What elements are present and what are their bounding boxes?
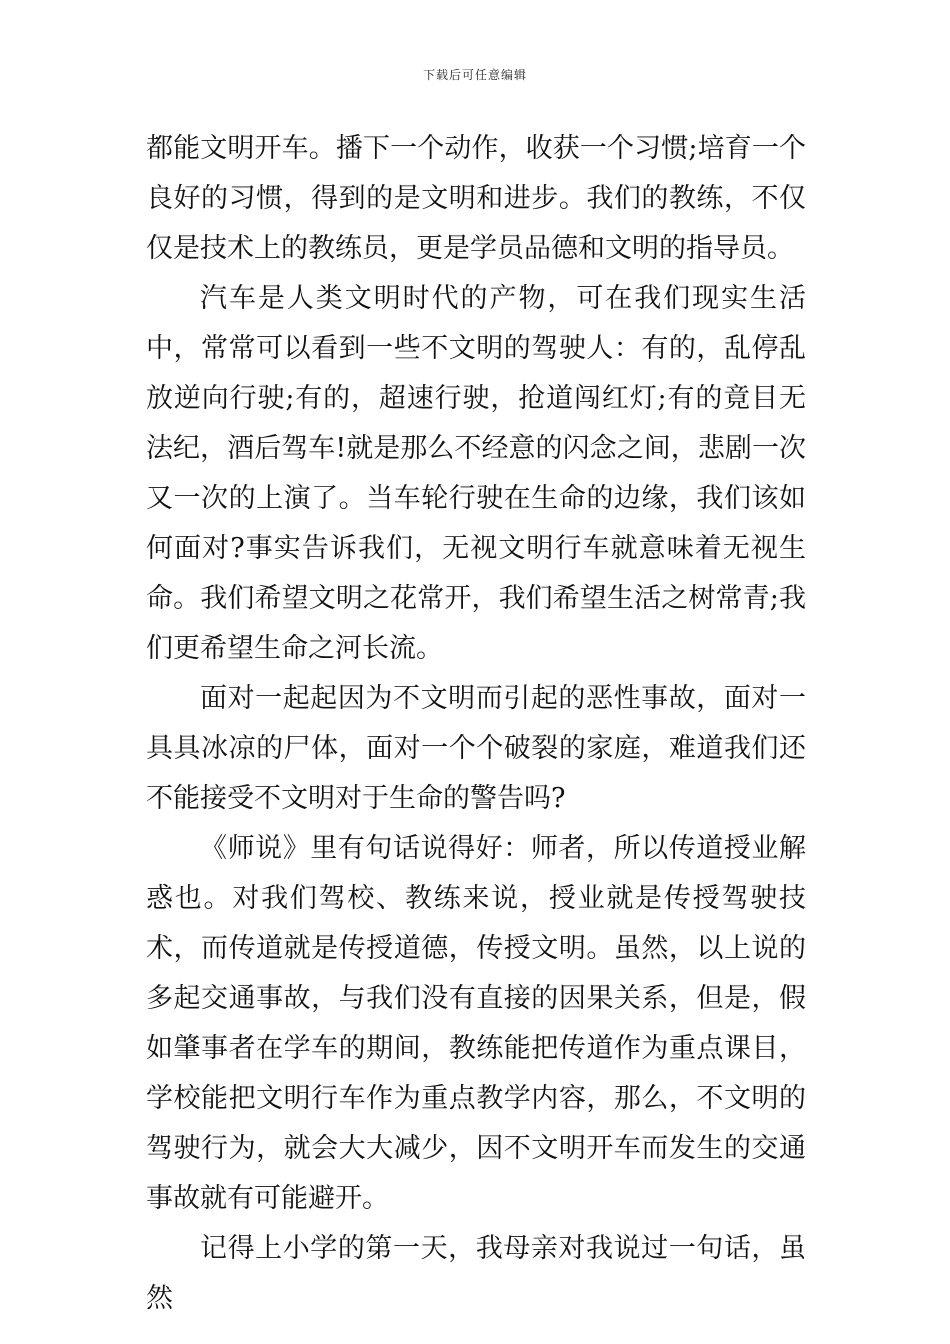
paragraph: 记得上小学的第一天，我母亲对我说过一句话，虽然 [146,1233,806,1314]
paragraph: 《师说》里有句话说得好：师者，所以传道授业解惑也。对我们驾校、教练来说，授业就是传授驾驶技术，而传道就是传授道德，传授文明。虽然，以上说的多起交通事故，与我们没有直接的因果关系，但是，假如肇事者在学车的期间，教练能把传道作为重点课目，学校能把文明行车作为重点教学内容，那么，不文明的驾驶行为，就会大大减少，因不文明开车而发生的交通事故就有可能避开。 [146,833,806,1214]
paragraph: 都能文明开车。播下一个动作，收获一个习惯;培育一个良好的习惯，得到的是文明和进步。我们的教练，不仅仅是技术上的教练员，更是学员品德和文明的指导员。 [146,133,806,264]
document-body [146,124,806,1324]
paragraph: 面对一起起因为不文明而引起的恶性事故，面对一具具冰凉的尸体，面对一个个破裂的家庭，难道我们还不能接受不文明对于生命的警告吗? [146,683,806,814]
paragraph: 汽车是人类文明时代的产物，可在我们现实生活中，常常可以看到一些不文明的驾驶人：有的，乱停乱放逆向行驶;有的，超速行驶，抢道闯红灯;有的竟目无法纪，酒后驾车!就是那么不经意的闪念之间，悲剧一次又一次的上演了。当车轮行驶在生命的边缘，我们该如何面对?事实告诉我们，无视文明行车就意味着无视生命。我们希望文明之花常开，我们希望生活之树常青;我们更希望生命之河长流。 [146,283,806,664]
page-header: 下载后可任意编辑 [422,68,527,82]
